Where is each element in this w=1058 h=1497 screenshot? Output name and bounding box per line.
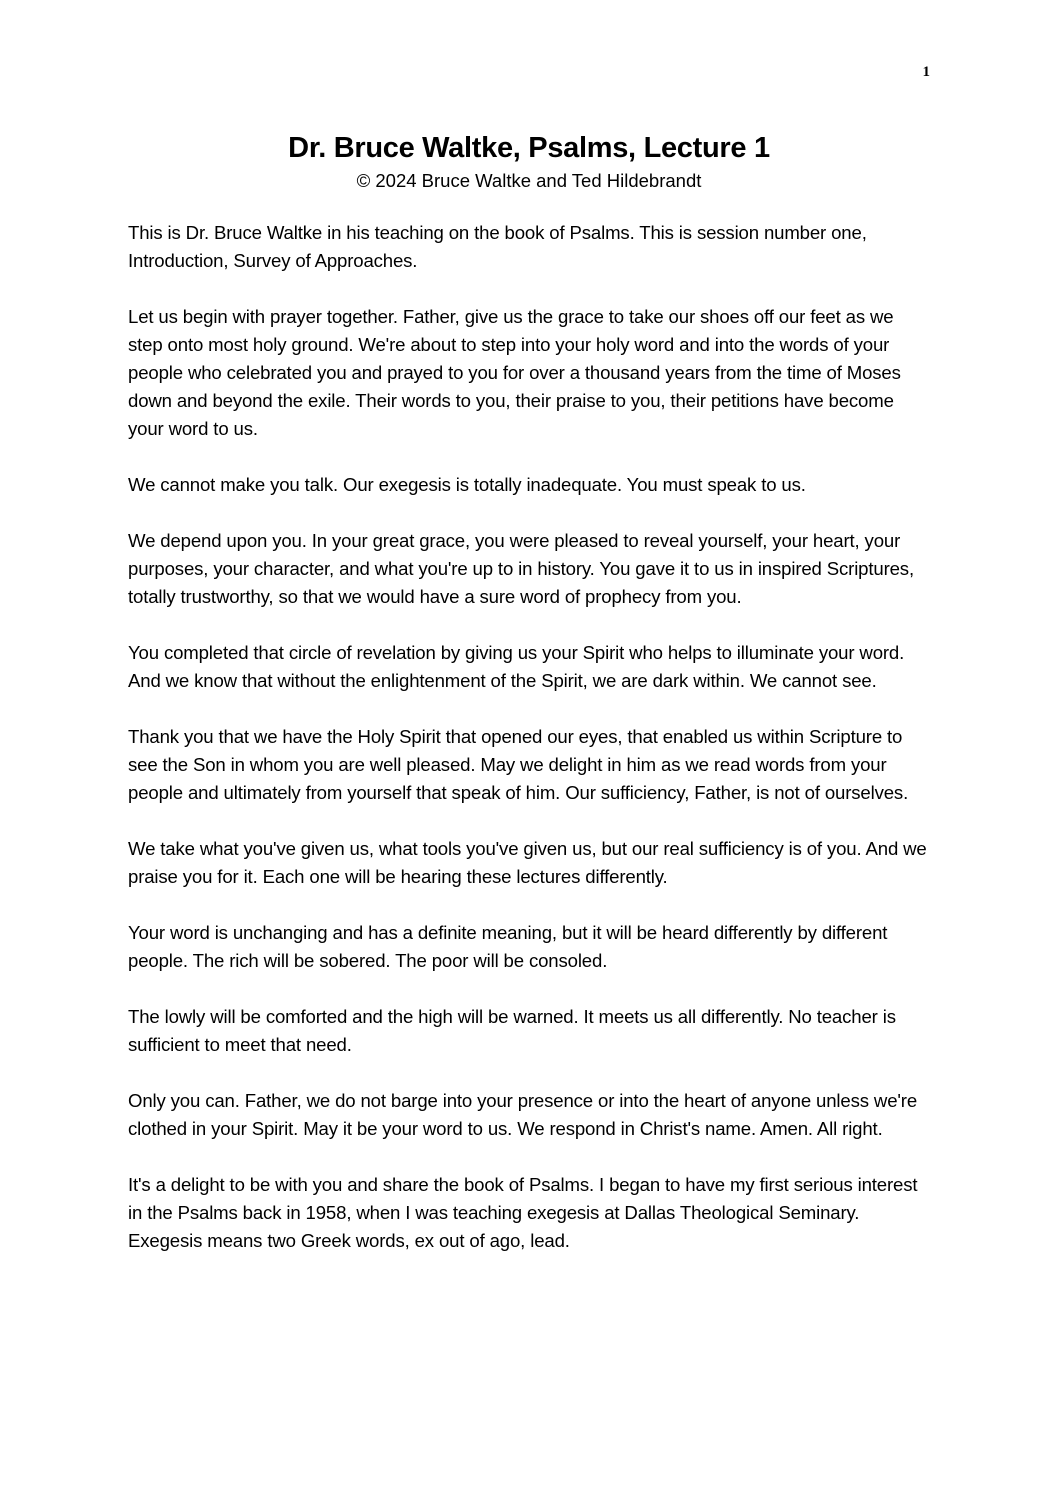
paragraph: Let us begin with prayer together. Father, give us the grace to take our shoes off our feet as we step onto most holy ground. We're about to step into your holy word and into the words of your people who celebrated you and prayed to you for over a thousand years from the time of Moses down and beyond the exile. Their words to you, their praise to you, their petitions have become your word to us.: [128, 306, 901, 439]
copyright-line: © 2024 Bruce Waltke and Ted Hildebrandt: [356, 170, 702, 191]
paragraph: Your word is unchanging and has a definite meaning, but it will be heard differently by different people. The rich will be sobered. The poor will be consoled.: [128, 922, 888, 971]
document-body: [128, 128, 930, 1283]
document-title: Dr. Bruce Waltke, Psalms, Lecture 1: [288, 132, 770, 164]
paragraph: We cannot make you talk. Our exegesis is totally inadequate. You must speak to us.: [128, 474, 806, 495]
paragraph: It's a delight to be with you and share the book of Psalms. I began to have my first serious interest in the Psalms back in 1958, when I was teaching exegesis at Dallas Theological Seminary. Exegesis means two Greek words, ex out of ago, lead.: [128, 1174, 918, 1251]
page-number: 1: [922, 64, 930, 80]
paragraph: You completed that circle of revelation by giving us your Spirit who helps to illuminate your word. And we know that without the enlightenment of the Spirit, we are dark within. We cannot see.: [128, 642, 905, 691]
paragraph: Thank you that we have the Holy Spirit that opened our eyes, that enabled us within Scripture to see the Son in whom you are well pleased. May we delight in him as we read words from your people and ultimately from yourself that speak of him. Our sufficiency, Father, is not of ourselves.: [128, 726, 909, 803]
paragraph: The lowly will be comforted and the high will be warned. It meets us all differently. No teacher is sufficient to meet that need.: [128, 1006, 896, 1055]
paragraph: We take what you've given us, what tools you've given us, but our real sufficiency is of you. And we praise you for it. Each one will be hearing these lectures differently.: [128, 838, 927, 887]
paragraph: Only you can. Father, we do not barge into your presence or into the heart of anyone unless we're clothed in your Spirit. May it be your word to us. We respond in Christ's name. Amen. All right.: [128, 1090, 918, 1139]
paragraph: We depend upon you. In your great grace, you were pleased to reveal yourself, your heart, your purposes, your character, and what you're up to in history. You gave it to us in inspired Scriptures, totally trustworthy, so that we would have a sure word of prophecy from you.: [128, 530, 914, 607]
paragraph: This is Dr. Bruce Waltke in his teaching on the book of Psalms. This is session number one, Introduction, Survey of Approaches.: [128, 222, 867, 271]
